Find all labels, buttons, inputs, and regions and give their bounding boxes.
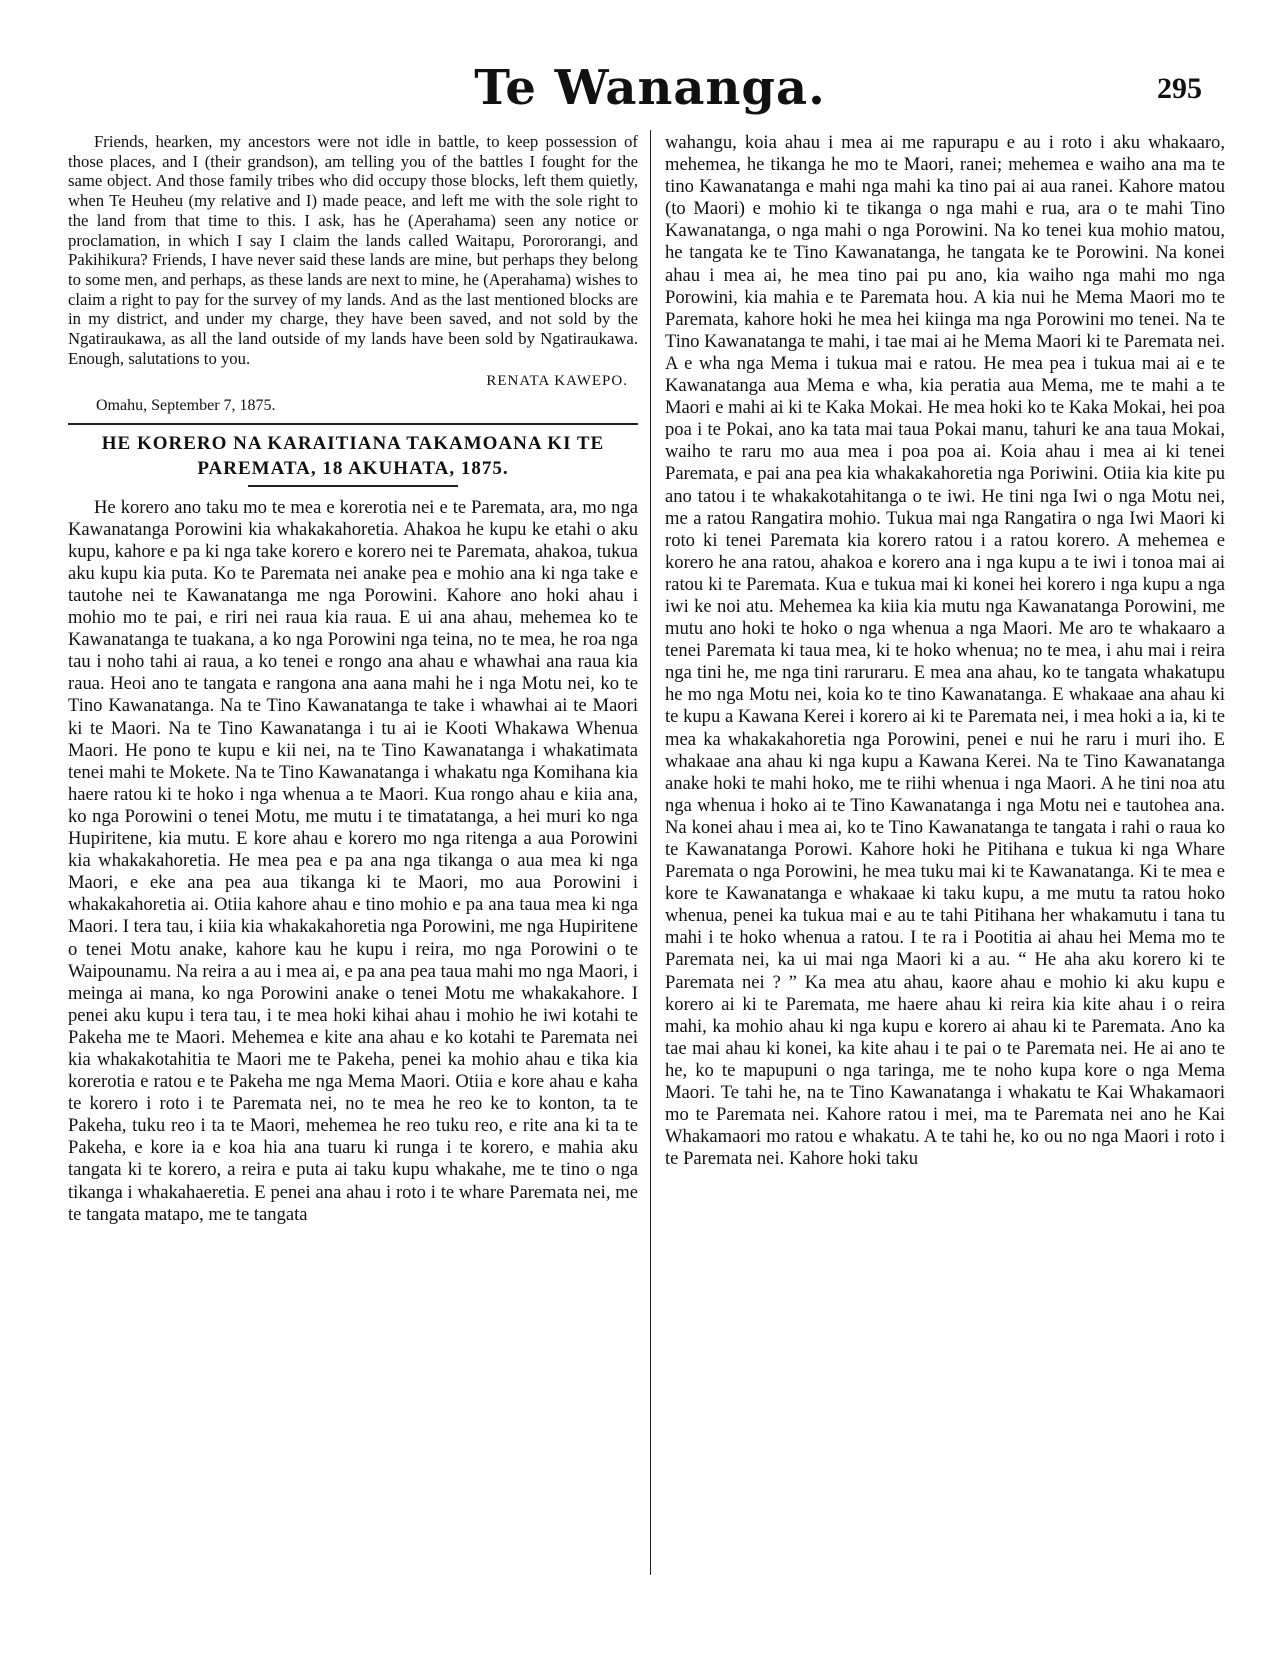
article-left-text: He korero ano taku mo te mea e korerotia nei e te Paremata, ara, mo nga Kawanatanga Porowini kia whakakahoretia. Ahakoa he kupu ke etahi o aku kupu, kahore e pa ki nga take korero e korero nei te Paremata, ahakoa, tukua aku kupu kia puta. Ko te Paremata nei anake pea e mohio ana ki nga take e tautohe nei te Kawanatanga me nga Porowini. Kahore ano hoki ahau i mohio mo te pai, e riri nei raua kia raua. E ui ana ahau, mehemea ko te Kawanatanga te tuakana, a ko nga Porowini nga teina, no te mea, he roa nga tau i noho tahi ai raua, a ko tenei e rongo ana ahau e whawhai ana raua kia raua. Heoi ano te tangata e rangona ana aana mahi he i nga Motu nei, ko te Tino Kawanatanga. Na te Tino Kawanatanga te take i whawhai ai te Maori ki te Maori. Na te Tino Kawanatanga i tu ai ie Kooti Whakawa Whenua Maori. He pono te kupu e kii nei, na te Tino Kawanatanga i whakatimata tenei mahi te Mokete. Na te Tino Kawanatanga i whakatu nga Komihana kia haere ratou ki te hoko i nga whenua a te Maori. Kua rongo ahau e kiia ana, ko nga Porowini o tenei Motu, me mutu i te timatatanga, a hei muri ko nga Hupiritene, kia mutu. E kore ahau e korero mo nga ritenga a aua Porowini kia whakakahoretia. He mea pea e pa ana nga tikanga o aua mea ki nga Maori, e eke ana pea aua tikanga ki te Maori, mo aua Porowini i whakakahoretia ai. Otiia kahore ahau e tino mohio e pa ana taua mea ki nga Maori. I tera tau, i kiia kia whakakahoretia nga Porowini, me nga Hupiritene o tenei Motu anake, kahore kau he kupu i reira, mo nga Porowini o te Waipounamu. Na reira a au i mea ai, e pa ana pea taua mahi mo nga Maori, i meinga ai mana, ko nga Porowini anake o tenei Motu me whakakahore. I penei aku kupu i tera tau, i te mea hoki kihai ahau i mohio he iwi kotahi te Pakeha me te Maori. Mehemea e kite ana ahau e ko kotahi te Paremata nei kia whakakotahitia te Maori me te Pakeha, penei ka mohio ahau e tika kia korerotia e ratou e te Pakeha me nga Mema Maori. Otiia e kore ahau e kaha te korero i roto i te Paremata nei, no te mea he reo ke to konton, ta te Pakeha, tuku reo i ta te Maori, mehemea he reo tuku reo, e rite ana ki ta te Pakeha, e kore ia e koa hia ana tuaru ki runga i te korero, e mahia aku tangata ki te korero, a reira e puta ai taku kupu whakahe, me te tino o nga tikanga i whakahaeretia. E penei ana ahau i roto i te whare Paremata nei, me te tangata matapo, me te tangata	[68, 496, 638, 1225]
heading-divider	[248, 485, 458, 487]
letter-section	[68, 132, 638, 417]
left-column	[68, 132, 638, 1226]
page-number: 295	[1157, 72, 1202, 105]
article-right-text: wahangu, koia ahau i mea ai me rapurapu e au i roto i aku whakaaro, mehemea, he tikanga he mo te Maori, ranei; mehemea e waiho ana ma te tino Kawanatanga e mahi nga mahi ka tino pai ai aua ranei. Kahore matou (to Maori) e mohio ki te tikanga o nga mahi e rua, ara o te mahi Tino Kawanatanga, o nga mahi o nga Porowini. Na ko tenei kua mohio matou, he tangata ke te Tino Kawanatanga, he tangata ke te Porowini. Na konei ahau i mea ai, he mea tino pai pu ano, kia waiho nga mahi mo nga Porowini, kia mahia e te Paremata hou. A kia nui he Mema Maori mo te Paremata, kahore hoki he mea hei kiinga ma nga Porowini mo tenei. Na te Tino Kawanatanga te mahi, i tae mai ai he Mema Maori ki te Paremata nei. A e wha nga Mema i tukua mai e ratou. He mea pea i tukua mai ai e te Kawanatanga aua Mema e wha, kia peratia aua Mema, me te mahi a te Maori e mahi ai ki te Kaka Mokai. He mea hoki ko te Kaka Mokai, hei poa poa i te Pokai, ano ka tata mai taua Pokai manu, tahuri ke ana taua Mokai, waiho te raru mo aua mea i poa poa ai. Koia ahau i mea ai ki tenei Paremata, e pai ana pea kia whakakahoretia nga Poriwini. Otiia kia kite pu ano tatou i te whakakotahitanga o te iwi. He tini nga Iwi o nga Motu nei, me a ratou Rangatira mohio. Tukua mai nga Rangatira o nga Iwi Maori ki roto ki tenei Paremata kia korero ratou i a ratou korero. A mehemea e korero he ana ratou, ahakoa e korero ana i nga kupu a te iwi i tonoa mai ai ratou ki te Paremata. Kua e tukua mai ki konei hei korero i nga kupu a nga iwi ke noi atu. Mehemea ka kiia kia mutu nga Kawanatanga Porowini, me mutu ano hoki te hoko o nga whenua a nga Maori. Me aro te whakaaro a tenei Paremata ki taua mea, ki te hoko whenua; no te mea, i ahu mai i reira nga tini he, me nga tini raruraru. E mea ana ahau, ko te tangata whakatupu he mo nga Motu nei, koia ko te tino Kawanatanga. E whakaae ana ahau ki te kupu a Kawana Kerei i korero ai ki te Paremata nei, i mea hoki a ia, ki te mea ka whakakahoretia nga Porowini, penei e nui he raru i muri iho. E whakaae ana ahau ki nga kupu a Kawana Kerei. Na te Tino Kawanatanga anake hoki te mahi hoko, me te riihi whenua i nga Maori. A he tini noa atu nga whenua i hoko ai te Tino Kawanatanga i nga Motu nei e tautohea ana. Na konei ahau i mea ai, ko te Tino Kawanatanga te tangata i rahi o raua ko te Kawanatanga Porowi. Kahore hoki he Pitihana e tukua ki nga Whare Paremata o nga Porowini, he mea tuku mai ki te Kawanatanga. Ki te mea e kore te Kawanatanga e whakaae ki taku kupu, a me mutu ta ratou hoko whenua, penei ka tukua mai e au te tahi Pitihana her whakamutu i tana tu mahi i te hoko whenua a ratou. I te ra i Pootitia ai ahau hei Mema mo te Paremata nei, ka ui mai nga Maori ki a au. “ He aha aku korero ki te Paremata nei ? ” Ka mea atu ahau, kaore ahau e mohio ki aku kupu e korero ai ki te Paremata, me haere ahau ki reira kia kite ahau i o reira mahi, ka mohio ahau ki nga kupu e korero ai ahau ki te Paremata. Ano ka tae mai ahau ki konei, ka kite ahau i te pai o te Paremata nei. He ai ano te he, ko te mapupuni o nga taringa, me te noho kupa kore o nga Mema Maori. Te tahi he, na te Tino Kawanatanga i whakatu te Kai Whakamaori mo te Paremata nei. Kahore ratou i mei, ma te Paremata nei ano he Kai Whakamaori mo ratou e whakatu. A te tahi he, ko ou no nga Maori i roto i te Paremata nei. Kahore hoki taku	[665, 132, 1225, 1170]
right-column	[665, 132, 1225, 1170]
masthead-title: Te Wananga.	[474, 60, 826, 116]
letter-text: Friends, hearken, my ancestors were not idle in battle, to keep possession of those places, and I (their grandson), am telling you of the battles I fought for the same object. And those family tribes who did occupy those blocks, left them quietly, when Te Heuheu (my relative and I) made peace, and left me with the sole right to the land from that time to this. I ask, has he (Aperahama) seen any notice or proclamation, in which I say I claim the lands called Waitapu, Porororangi, and Pakihikura? Friends, I have never said these lands are mine, but perhaps they belong to some men, and perhaps, as these lands are next to mine, he (Aperahama) wishes to claim a right to pay for the survey of my lands. And as the last mentioned blocks are in my district, and under my charge, they have been saved, and not sold by the Ngatiraukawa, as all the land outside of my lands have been sold by Ngatiraukawa. Enough, salutations to you.	[68, 132, 638, 368]
letter-signature: RENATA KAWEPO.	[486, 373, 628, 390]
letter-dateline: Omahu, September 7, 1875.	[96, 396, 276, 414]
column-divider	[650, 130, 651, 1575]
article-heading: HE KORERO NA KARAITIANA TAKAMOANA KI TE PAREMATA, 18 AKUHATA, 1875.	[68, 423, 638, 481]
